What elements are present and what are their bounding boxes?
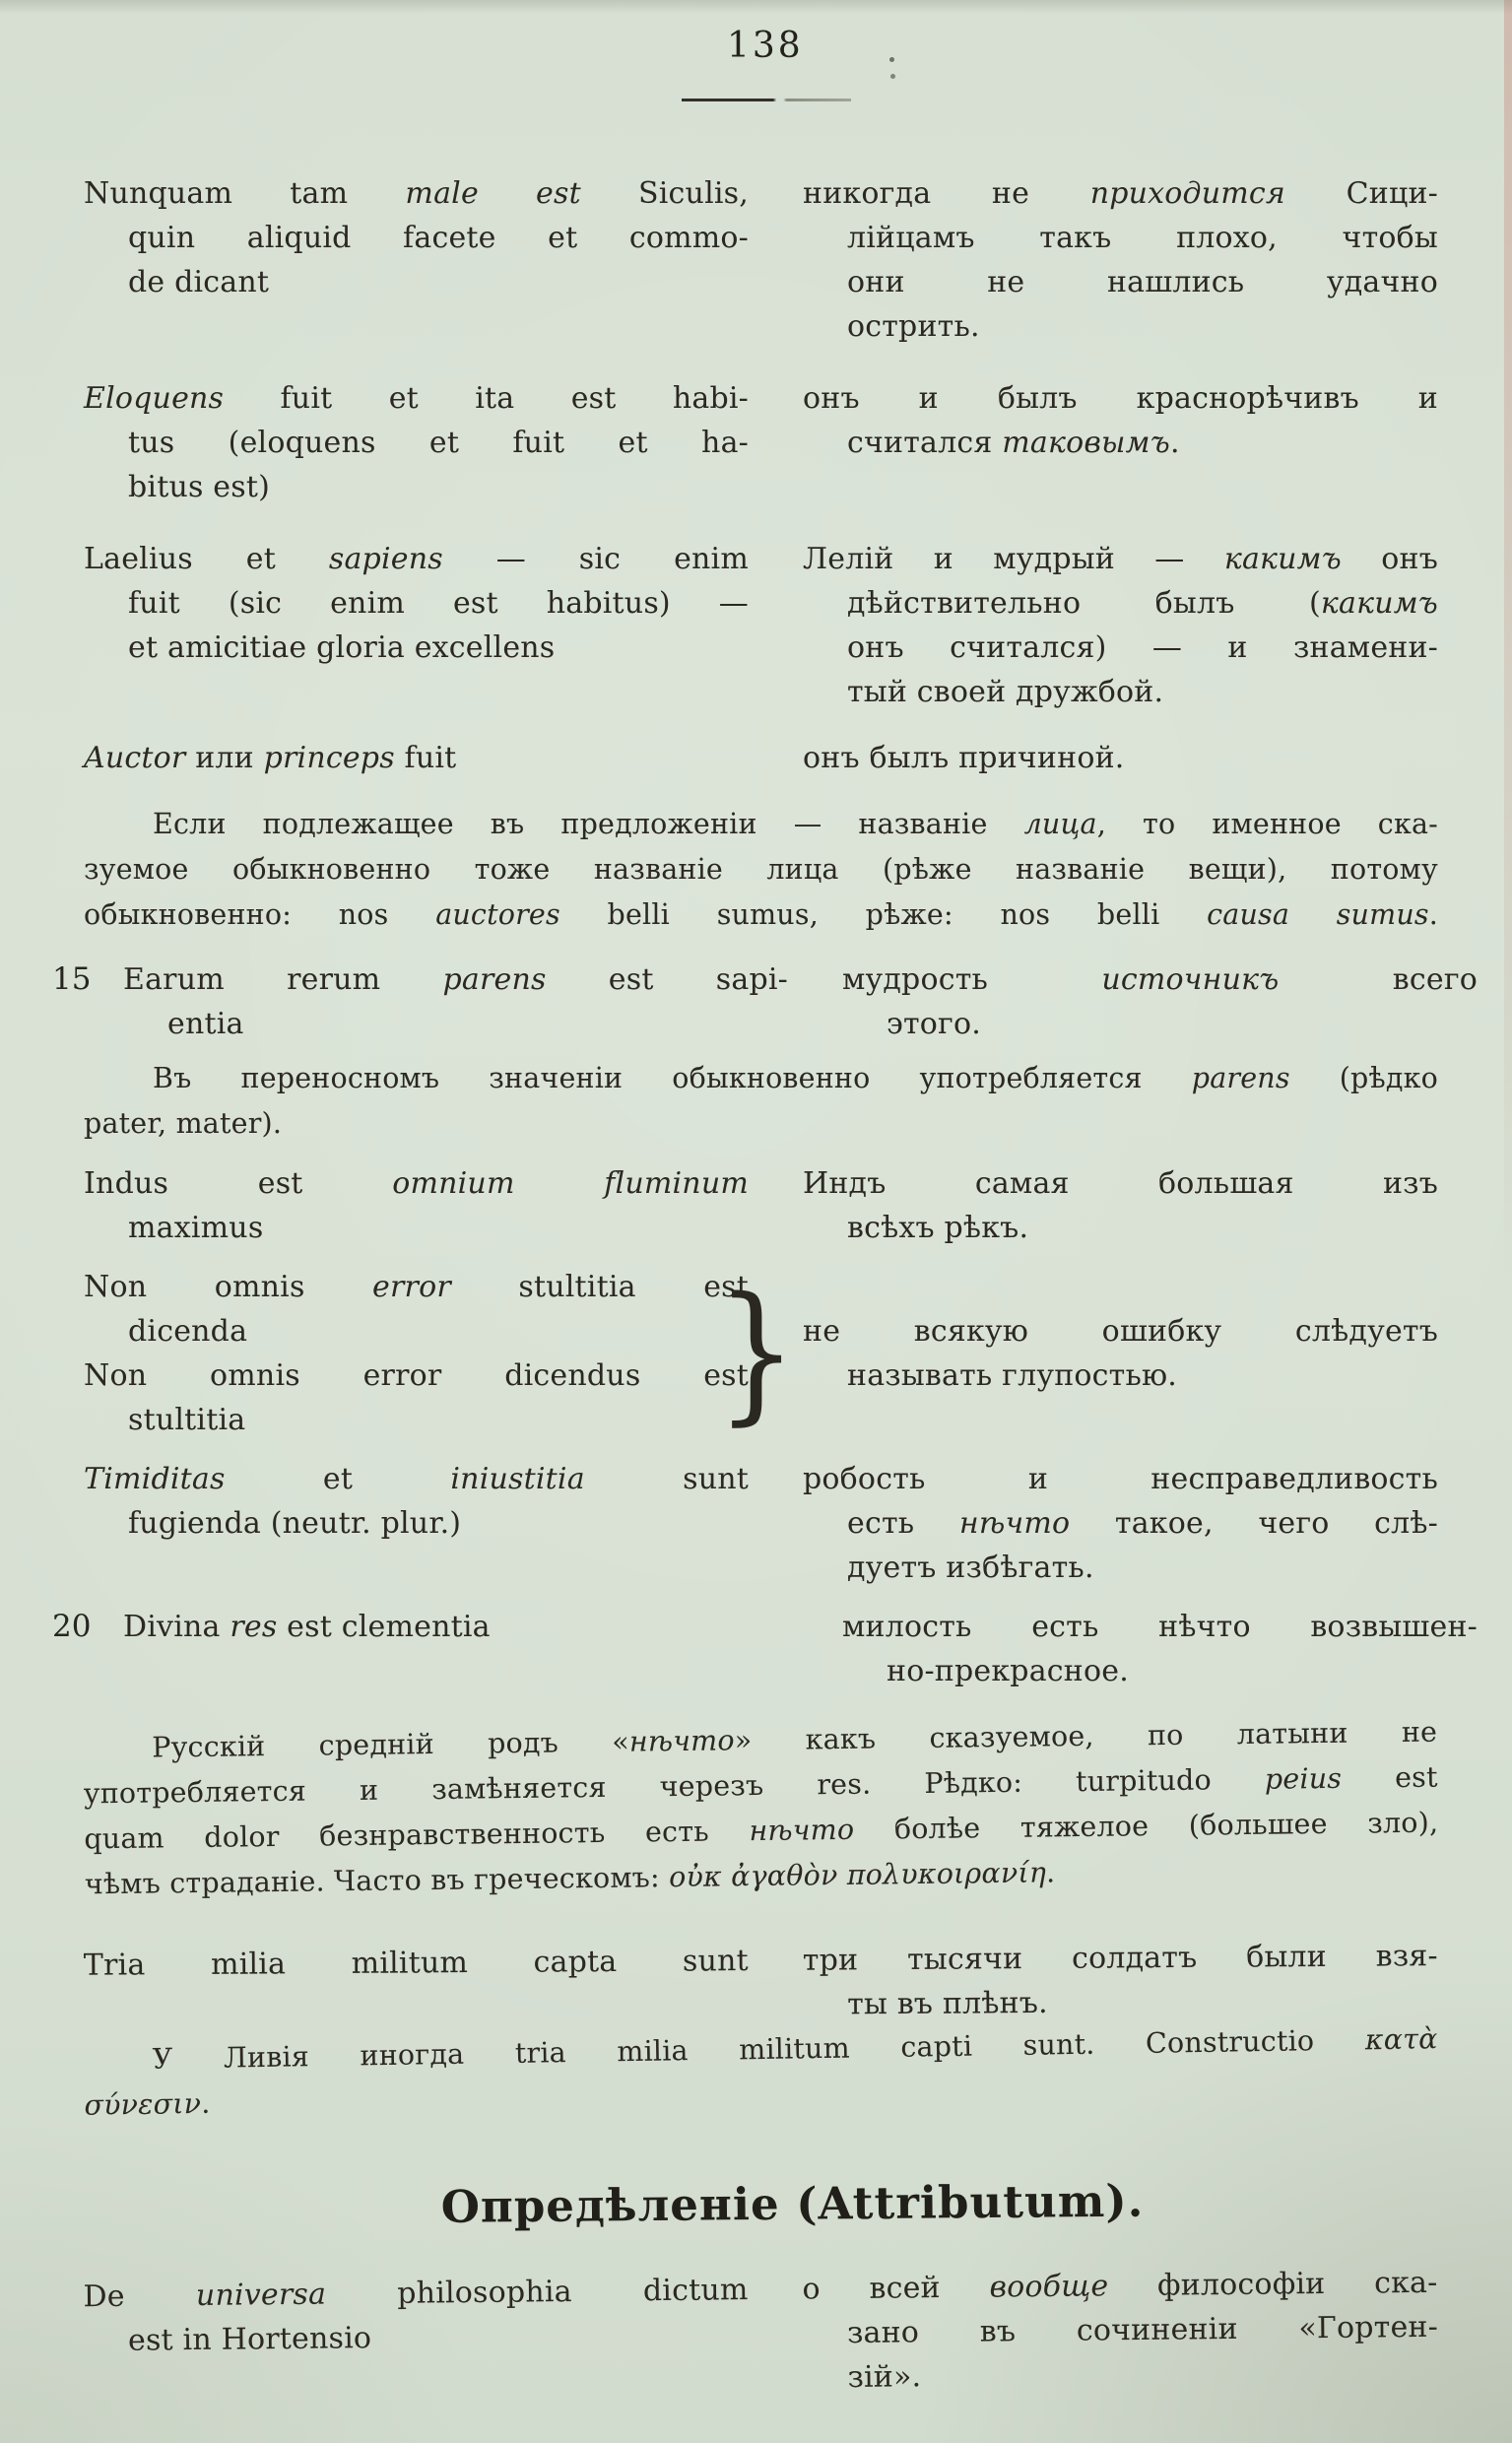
text-segment: ты въ плѣнъ.	[847, 1985, 1048, 2022]
text-segment: , то именное ска-	[1096, 808, 1438, 840]
text-segment: .	[1428, 898, 1438, 931]
text-segment: философіи ска-	[1108, 2265, 1438, 2304]
text-segment: онъ считался) — и знамени-	[847, 630, 1438, 665]
text-segment: est clementia	[277, 1610, 491, 1644]
text-segment: est	[1341, 1760, 1438, 1795]
text-segment: всѣхъ рѣкъ.	[847, 1211, 1029, 1245]
text-segment: dicenda	[128, 1314, 248, 1349]
text-segment: fugienda (neutr. plur.)	[128, 1506, 462, 1541]
emphasized-text: какимъ	[1320, 586, 1438, 621]
text-line	[803, 1354, 1438, 1398]
text-segment: quin aliquid facete et commo-	[128, 221, 749, 255]
russian-column	[803, 376, 1438, 509]
text-line	[803, 2305, 1438, 2356]
text-segment: fuit	[394, 741, 457, 775]
text-line	[803, 216, 1438, 260]
text-segment: sunt	[584, 1462, 749, 1496]
text-segment: est sapi-	[546, 962, 788, 997]
text-segment: Индъ самая большая изъ	[803, 1166, 1438, 1201]
text-line	[84, 421, 749, 465]
text-segment: » какъ сказуемое, по латыни не	[734, 1715, 1438, 1757]
text-segment: De	[83, 2278, 197, 2315]
latin-column	[84, 736, 749, 780]
text-segment: .	[1169, 426, 1180, 460]
text-segment: belli sumus, рѣже: nos belli	[559, 898, 1208, 931]
emphasized-text: peius	[1264, 1761, 1343, 1796]
emphasized-text: auctores	[435, 898, 560, 931]
column-gap	[749, 171, 803, 349]
text-segment: (рѣдко	[1289, 1062, 1439, 1094]
latin-column	[84, 1457, 749, 1590]
column-gap	[749, 537, 803, 714]
entry-row	[52, 1605, 1478, 1693]
latin-column	[84, 1605, 788, 1693]
text-line	[123, 1002, 788, 1046]
text-segment: est in Hortensio	[127, 2321, 372, 2358]
section-heading: Опредѣленіе (Attributum).	[440, 2174, 1145, 2233]
text-segment: et amicitiae gloria excellens	[128, 630, 556, 665]
entry-row	[84, 1161, 1438, 1250]
russian-column	[803, 736, 1438, 780]
text-segment: Non omnis	[84, 1270, 373, 1304]
latin-column	[84, 376, 749, 509]
emphasized-text: sapiens	[328, 542, 443, 576]
text-line	[84, 376, 749, 421]
text-segment: de dicant	[128, 265, 270, 299]
text-segment: .	[1045, 1856, 1056, 1889]
russian-column	[803, 171, 1438, 349]
column-gap	[788, 957, 842, 1046]
text-segment: всего	[1279, 962, 1478, 997]
text-line	[803, 260, 1438, 304]
latin-column	[84, 537, 749, 714]
text-line	[803, 171, 1438, 216]
text-line	[842, 957, 1478, 1002]
text-segment: Laelius et	[84, 542, 329, 576]
text-segment: Сици-	[1284, 176, 1438, 211]
text-line	[803, 1206, 1438, 1250]
text-segment: pater, mater).	[84, 1107, 283, 1140]
latin-column	[84, 1161, 749, 1250]
emphasized-text: лица	[1023, 808, 1097, 840]
text-segment: тый своей дружбой.	[847, 675, 1164, 709]
text-line	[842, 1605, 1478, 1649]
margin-line-number: 15	[52, 961, 92, 997]
text-segment: quam dolor безнравственность есть	[84, 1815, 750, 1856]
entry-row	[84, 171, 1438, 349]
text-line	[84, 1398, 749, 1442]
russian-column	[803, 1457, 1438, 1590]
note-row	[83, 1710, 1439, 1908]
text-segment: онъ былъ причиной.	[803, 741, 1125, 775]
text-segment: или	[185, 741, 264, 775]
text-line	[84, 1309, 749, 1354]
russian-column	[803, 1934, 1439, 2027]
russian-column	[802, 2261, 1438, 2401]
text-segment: У Ливія иногда tria milia militum capti sunt. Constructio	[152, 2023, 1366, 2076]
emphasized-text: parens	[1191, 1062, 1290, 1094]
emphasized-text: Eloquens	[84, 381, 225, 416]
text-segment: дуетъ избѣгать.	[847, 1551, 1094, 1585]
entry-row	[84, 1457, 1438, 1590]
latin-column	[84, 171, 749, 349]
text-line	[842, 1649, 1478, 1693]
text-line	[84, 1161, 749, 1206]
emphasized-text: universa	[195, 2277, 327, 2314]
heading-row	[84, 2163, 1439, 2246]
text-segment: Если подлежащее въ предложеніи — названіе	[153, 808, 1024, 840]
text-line	[84, 537, 749, 581]
text-line	[842, 1002, 1478, 1046]
text-line	[123, 957, 788, 1002]
column-gap	[788, 1605, 842, 1693]
text-line	[803, 1309, 1438, 1354]
text-segment: Divina	[123, 1610, 230, 1644]
text-line	[84, 802, 1438, 847]
text-segment: Въ переносномъ значеніи обыкновенно употребляется	[153, 1062, 1192, 1094]
text-segment: Non omnis error dicendus est	[84, 1358, 749, 1393]
emphasized-text: вообще	[989, 2269, 1109, 2305]
emphasized-text: σύνεσιν	[84, 2086, 202, 2122]
text-line	[803, 1161, 1438, 1206]
margin-line-number: 20	[52, 1609, 92, 1644]
text-line	[803, 421, 1438, 465]
russian-column	[842, 957, 1478, 1046]
text-segment: зано въ сочиненіи «Гортен-	[846, 2309, 1439, 2351]
text-line	[84, 2312, 749, 2363]
text-segment: — sic enim	[442, 542, 749, 576]
text-segment: онъ и былъ краснорѣчивъ и	[803, 381, 1438, 416]
page-content	[52, 171, 1478, 2401]
text-segment: никогда не	[803, 176, 1090, 211]
latin-column	[84, 1939, 750, 2032]
text-segment: bitus est)	[128, 470, 271, 504]
text-segment: но-прекрасное.	[887, 1654, 1129, 1688]
text-line	[84, 260, 749, 304]
text-segment: о всей	[802, 2270, 990, 2307]
text-segment: три тысячи солдатъ были взя-	[802, 1939, 1438, 1978]
russian-column	[842, 1605, 1478, 1693]
page-number-rule	[682, 99, 851, 101]
emphasized-text: iniustitia	[450, 1462, 585, 1496]
text-segment: болѣе тяжелое (большее зло),	[854, 1806, 1439, 1846]
latin-column	[83, 2268, 749, 2408]
text-segment: лійцамъ такъ плохо, чтобы	[847, 221, 1438, 255]
text-segment: чѣмъ страданіе. Часто въ греческомъ:	[84, 1861, 670, 1901]
text-segment: philosophia dictum	[325, 2273, 749, 2312]
text-line	[803, 2349, 1438, 2401]
text-line	[803, 1501, 1438, 1546]
column-gap	[749, 1939, 804, 2027]
emphasized-text: источникъ	[1101, 962, 1280, 997]
entry-row	[84, 736, 1438, 780]
text-line	[84, 1265, 749, 1309]
grouping-brace: }	[716, 1265, 798, 1439]
text-line	[803, 537, 1438, 581]
column-gap	[749, 376, 803, 509]
text-segment: Siculis,	[580, 176, 749, 211]
russian-column	[803, 1265, 1438, 1442]
ink-speck	[889, 57, 894, 62]
latin-column	[84, 957, 788, 1046]
text-line	[123, 1605, 788, 1649]
column-gap	[749, 1161, 803, 1250]
emphasized-text: Timiditas	[84, 1462, 226, 1496]
text-segment: дѣйствительно былъ (	[847, 586, 1321, 621]
text-segment: Earum rerum	[123, 962, 443, 997]
text-line	[84, 1501, 749, 1546]
text-line	[84, 892, 1438, 938]
text-line	[84, 1206, 749, 1250]
emphasized-text: κατὰ	[1364, 2022, 1438, 2057]
text-segment: Nunquam tam	[84, 176, 406, 211]
text-segment: Русскій средній родъ «	[151, 1725, 630, 1764]
text-line	[803, 626, 1438, 670]
entry-row	[52, 957, 1478, 1046]
entry-row	[84, 1934, 1439, 2032]
text-line	[803, 304, 1438, 349]
text-line	[84, 1101, 1438, 1147]
emphasized-text: princeps	[263, 741, 395, 775]
page-number: 138	[727, 26, 804, 66]
emphasized-text: male est	[405, 176, 581, 211]
russian-column	[803, 1161, 1438, 1250]
text-line	[802, 2261, 1437, 2312]
text-segment: острить.	[847, 309, 980, 344]
emphasized-text: parens	[442, 962, 547, 997]
text-segment: Лелій и мудрый —	[803, 542, 1224, 576]
text-line	[84, 171, 749, 216]
text-segment: не всякую ошибку слѣдуетъ	[803, 1314, 1438, 1349]
emphasized-text: οὐκ ἀγαθὸν πολυκοιρανίη	[668, 1856, 1047, 1894]
text-segment: fuit (sic enim est habitus) —	[128, 586, 749, 621]
text-segment: stultitia est	[450, 1270, 749, 1304]
text-line	[803, 1934, 1438, 1983]
text-line	[803, 376, 1438, 421]
text-segment: называть глупостью.	[847, 1358, 1178, 1393]
text-line	[84, 626, 749, 670]
entry-row	[83, 2261, 1438, 2408]
emphasized-text: causa sumus	[1207, 898, 1429, 931]
text-segment: tus (eloquens et fuit et ha-	[128, 426, 749, 460]
text-segment: entia	[167, 1007, 244, 1041]
text-line	[803, 736, 1438, 780]
text-segment: stultitia	[128, 1403, 246, 1437]
text-segment: зій».	[847, 2359, 922, 2396]
text-line	[83, 2268, 748, 2319]
text-segment: они не нашлись удачно	[847, 265, 1438, 299]
text-line	[84, 465, 749, 509]
emphasized-text: error	[372, 1270, 451, 1304]
emphasized-text: нѣчто	[628, 1724, 735, 1758]
text-line	[803, 1546, 1438, 1590]
text-segment: зуемое обыкновенно тоже названіе лица (рѣже названіе вещи), потому	[84, 853, 1438, 886]
note-row	[83, 2016, 1438, 2129]
text-segment: maximus	[128, 1211, 264, 1245]
text-segment: такое, чего слѣ-	[1070, 1506, 1438, 1541]
emphasized-text: нѣчто	[958, 1506, 1071, 1541]
emphasized-text: res	[230, 1610, 278, 1644]
russian-column	[803, 537, 1438, 714]
text-line	[803, 1457, 1438, 1501]
emphasized-text: какимъ	[1223, 542, 1342, 576]
entry-row	[84, 537, 1438, 714]
emphasized-text: таковымъ	[1002, 426, 1170, 460]
column-gap	[749, 1457, 803, 1590]
entry-row	[84, 376, 1438, 509]
emphasized-text: Auctor	[84, 741, 186, 775]
text-segment: Tria milia militum capta sunt	[83, 1944, 749, 1983]
text-line	[84, 1056, 1438, 1101]
text-segment: онъ	[1341, 542, 1438, 576]
text-segment: робость и несправедливость	[803, 1462, 1438, 1496]
text-line	[84, 1939, 749, 1988]
text-line	[84, 1457, 749, 1501]
column-gap	[748, 2268, 803, 2402]
page-header	[0, 0, 1512, 108]
text-segment: милость есть нѣчто возвышен-	[842, 1610, 1478, 1644]
text-line	[84, 847, 1438, 892]
text-segment: .	[200, 2086, 211, 2120]
text-segment: Indus est	[84, 1166, 393, 1201]
text-segment: мудрость	[842, 962, 1102, 997]
text-segment: обыкновенно: nos	[84, 898, 436, 931]
note-row	[84, 1056, 1438, 1147]
text-line	[84, 581, 749, 626]
text-segment: этого.	[887, 1007, 981, 1041]
entry-row	[84, 1265, 1438, 1442]
emphasized-text: приходится	[1089, 176, 1285, 211]
latin-column	[84, 1265, 798, 1442]
text-line	[84, 736, 749, 780]
text-line	[803, 581, 1438, 626]
emphasized-text: omnium fluminum	[392, 1166, 749, 1201]
column-gap	[749, 736, 803, 780]
text-line	[803, 670, 1438, 714]
text-segment: есть	[847, 1506, 959, 1541]
text-segment: считался	[847, 426, 1003, 460]
text-segment: et	[225, 1462, 451, 1496]
text-line	[84, 216, 749, 260]
note-row	[84, 802, 1438, 938]
text-segment: употребляется и замѣняется черезъ res. Рѣдко: turpitudo	[83, 1762, 1266, 1811]
text-segment: fuit et ita est habi-	[224, 381, 749, 416]
emphasized-text: нѣчто	[749, 1813, 855, 1848]
text-line	[84, 1354, 749, 1398]
